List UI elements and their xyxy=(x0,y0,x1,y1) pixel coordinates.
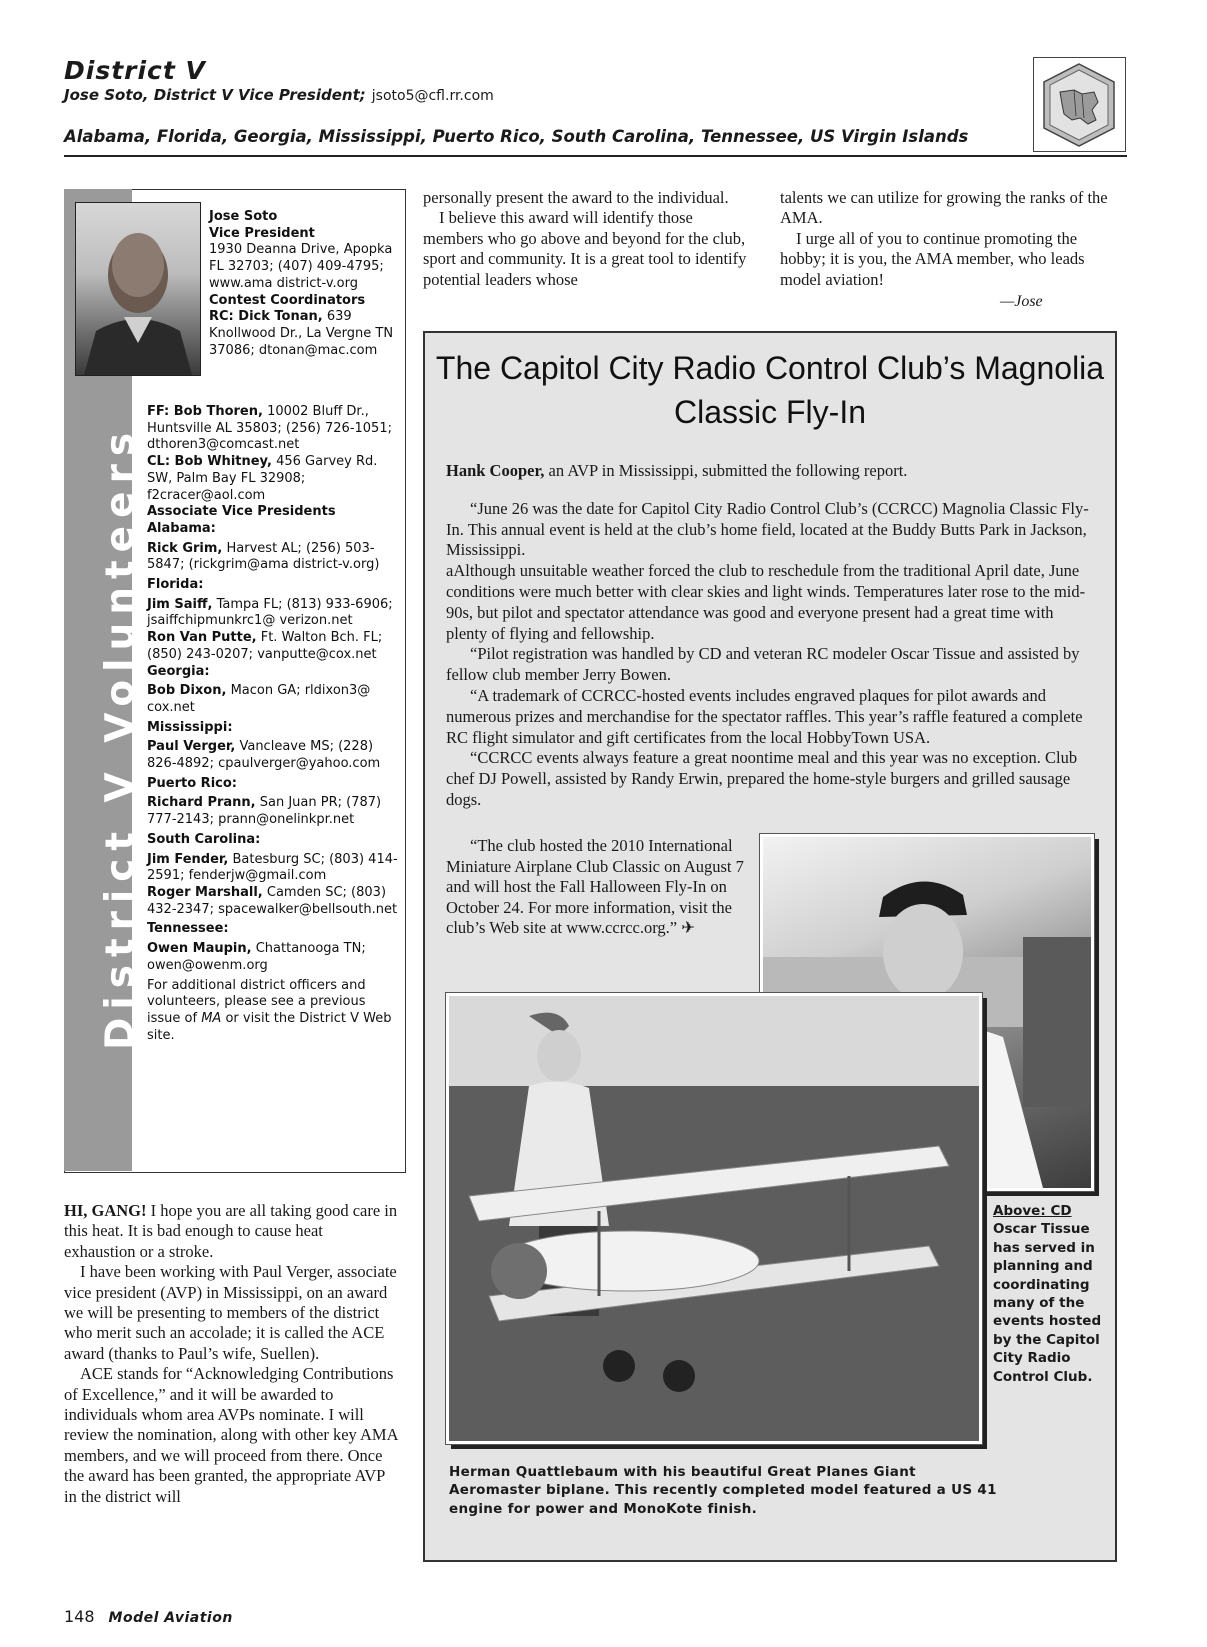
state-florida: Florida: xyxy=(147,577,204,593)
caption-bottom: Herman Quattlebaum with his beautiful Great Planes Giant Aeromaster biplane. This recently completed model featured a US 41 engine for power and MonoKote finish. xyxy=(449,1464,997,1517)
column-right xyxy=(780,188,1114,290)
state-georgia: Georgia: xyxy=(147,663,210,679)
biplane-photo-icon xyxy=(449,996,979,1441)
page-folio xyxy=(64,1607,233,1626)
avp-info: Ft. Walton Bch. FL; (850) 243-0207; vanputte@cox.net xyxy=(147,630,383,662)
avp-info: Camden SC; (803) 432-2347; spacewalker@bellsouth.net xyxy=(147,884,398,917)
avp-name: Owen Maupin, xyxy=(147,941,252,957)
avp-name: Bob Dixon, xyxy=(147,683,227,699)
avp-info: Batesburg SC; (803) 414-2591; fenderjw@gmail.com xyxy=(147,851,398,884)
avp-info: Vancleave MS; (228) 826-4892; cpaulverger@yahoo.com xyxy=(147,739,381,772)
district-map-icon xyxy=(1034,58,1125,151)
article-p1: “June 26 was the date for Capitol City Radio Control Club’s (CCRCC) Magnolia Classic Fly-In. This annual event is held at the club’s home field, located at the Buddy Butts Park in Jackson, Mississippi. xyxy=(446,498,1089,560)
avp-name: Rick Grim, xyxy=(147,540,223,556)
avp-name: Roger Marshall, xyxy=(147,884,263,900)
avp-info: Harvest AL; (256) 503-5847; (rickgrim@ama district-v.org) xyxy=(147,540,380,573)
avp-info: Tampa FL; (813) 933-6906; jsaiffchipmunkrc1@ verizon.net xyxy=(147,596,393,629)
avp-name: Paul Verger, xyxy=(147,739,236,755)
column-p4: personally present the award to the individual. xyxy=(423,188,729,207)
end-mark-icon: ✈ xyxy=(681,918,696,938)
article-title: The Capitol City Radio Control Club’s Magnolia Classic Fly-In xyxy=(435,350,1105,430)
article-intro: an AVP in Mississippi, submitted the following report. xyxy=(544,461,908,480)
article-p4: “A trademark of CCRCC-hosted events includes engraved plaques for pilot awards and numerous prizes and merchandise for the spectator raffles. This year’s raffle featured a complete RC flight simulator and gift certificates from the local HobbyTown USA. xyxy=(446,685,1083,747)
volunteers-footer xyxy=(147,978,399,1045)
ff-coordinator-name: FF: Bob Thoren, xyxy=(147,404,263,419)
header-rule xyxy=(64,155,1127,157)
vp-name: Jose Soto, District V Vice President; xyxy=(64,86,366,104)
article-body xyxy=(446,461,1098,811)
caption-side-lead: Above: CD xyxy=(993,1203,1072,1219)
vp-portrait xyxy=(75,202,201,376)
article-p6: “The club hosted the 2010 International Miniature Airplane Club Classic on August 7 and will host the Fall Halloween Fly-In on October 24. For more information, visit the club’s Web site at www.ccrcc.org.” xyxy=(446,836,744,938)
avp-info: San Juan PR; (787) 777-2143; prann@onelinkpr.net xyxy=(147,795,382,828)
avp-info: Macon GA; rldixon3@ cox.net xyxy=(147,683,371,715)
photo-biplane xyxy=(446,993,982,1444)
vp-email[interactable]: jsoto5@cfl.rr.com xyxy=(371,88,494,104)
column-signature: —Jose xyxy=(1000,293,1043,310)
magazine-name: Model Aviation xyxy=(108,1610,233,1626)
volunteers-footer-ma: MA xyxy=(201,1010,222,1026)
vp-line xyxy=(64,86,494,104)
article-p2: aAlthough unsuitable weather forced the club to reschedule from the traditional April date, June conditions were much better with clear skies and light winds. Temperatures later rose to the mid-90s, but pilot and spectator attendance was good and everyone present had a great time with plenty of flying and fellowship. xyxy=(446,561,1086,643)
avp-info: Chattanooga TN; owen@owenm.org xyxy=(147,941,366,973)
state-puerto-rico: Puerto Rico: xyxy=(147,775,237,791)
state-south-carolina: South Carolina: xyxy=(147,831,261,847)
vp-contact-name: Jose Soto xyxy=(209,209,278,224)
volunteers-footer-a: For additional district officers and volunteers, please see a previous issue of xyxy=(147,977,366,1026)
column-left xyxy=(64,1201,398,1507)
volunteers-sidebar-title: District V Volunteers xyxy=(98,424,143,1050)
article-author: Hank Cooper, xyxy=(446,461,545,480)
caption-side xyxy=(993,1202,1103,1386)
contest-heading: Contest Coordinators xyxy=(209,292,366,308)
states-line: Alabama, Florida, Georgia, Mississippi, Puerto Rico, South Carolina, Tennessee, US Virgin Islands xyxy=(64,127,969,146)
vp-contact xyxy=(209,209,401,359)
vp-contact-address: 1930 Deanna Drive, Apopka FL 32703; (407) 409-4795; www.ama district-v.org xyxy=(209,242,393,291)
article-p3: “Pilot registration was handled by CD and veteran RC modeler Oscar Tissue and assisted by fellow club member Jerry Bowen. xyxy=(446,644,1080,685)
state-alabama: Alabama: xyxy=(147,520,216,536)
rc-coordinator-name: RC: Dick Tonan, xyxy=(209,309,323,325)
volunteers-list xyxy=(147,404,399,1044)
avp-name: Jim Saiff, xyxy=(147,596,213,612)
person-portrait-icon xyxy=(76,203,200,375)
ff-coordinator-info: 10002 Bluff Dr., Huntsville AL 35803; (256) 726-1051; dthoren3@comcast.net xyxy=(147,404,392,453)
article-p5: “CCRCC events always feature a great noontime meal and this year was no exception. Club chef DJ Powell, assisted by Randy Erwin, prepared the home-style burgers and grilled sausage dogs. xyxy=(446,748,1078,809)
avp-name: Jim Fender, xyxy=(147,851,229,867)
article-wrap-text xyxy=(446,836,750,939)
rc-coordinator-info: 639 Knollwood Dr., La Vergne TN 37086; dtonan@mac.com xyxy=(209,309,394,358)
district-logo xyxy=(1033,57,1126,152)
cl-coordinator-name: CL: Bob Whitney, xyxy=(147,454,272,470)
page-number: 148 xyxy=(64,1607,95,1626)
caption-side-text: Oscar Tissue has served in planning and coordinating many of the events hosted by the Capitol City Radio Control Club. xyxy=(993,1221,1102,1385)
column-greeting: HI, GANG! xyxy=(64,1201,147,1220)
column-p3: ACE stands for “Acknowledging Contributions of Excellence,” and it will be awarded to individuals whom area AVPs nominate. I will review the nomination, along with other key AMA members, and we will proceed from there. Once the award has been granted, the appropriate AVP in the district will xyxy=(64,1364,398,1506)
avp-name: Richard Prann, xyxy=(147,795,256,811)
volunteers-footer-b: or visit the District V Web site. xyxy=(147,1010,392,1043)
vp-contact-title: Vice President xyxy=(209,225,315,241)
column-p6: talents we can utilize for growing the ranks of the AMA. xyxy=(780,188,1108,228)
cl-coordinator-info: 456 Garvey Rd. SW, Palm Bay FL 32908; f2cracer@aol.com xyxy=(147,454,378,503)
column-p2: I have been working with Paul Verger, associate vice president (AVP) in Mississippi, on an award we will be presenting to members of the district who merit such an accolade; it is called the ACE award (thanks to Paul’s wife, Suellen). xyxy=(64,1262,397,1363)
column-p7: I urge all of you to continue promoting the hobby; it is you, the AMA member, who leads model aviation! xyxy=(780,228,1085,289)
column-p5: I believe this award will identify those members who go above and beyond for the club, sport and community. It is a great tool to identify potential leaders whose xyxy=(423,208,747,289)
column-middle xyxy=(423,188,757,290)
state-tennessee: Tennessee: xyxy=(147,921,229,937)
district-title: District V xyxy=(64,56,206,85)
state-mississippi: Mississippi: xyxy=(147,719,233,735)
avp-name: Ron Van Putte, xyxy=(147,630,257,646)
avp-heading: Associate Vice Presidents xyxy=(147,504,336,520)
column-p1: I hope you are all taking good care in this heat. It is bad enough to cause heat exhaustion or a stroke. xyxy=(64,1201,398,1261)
